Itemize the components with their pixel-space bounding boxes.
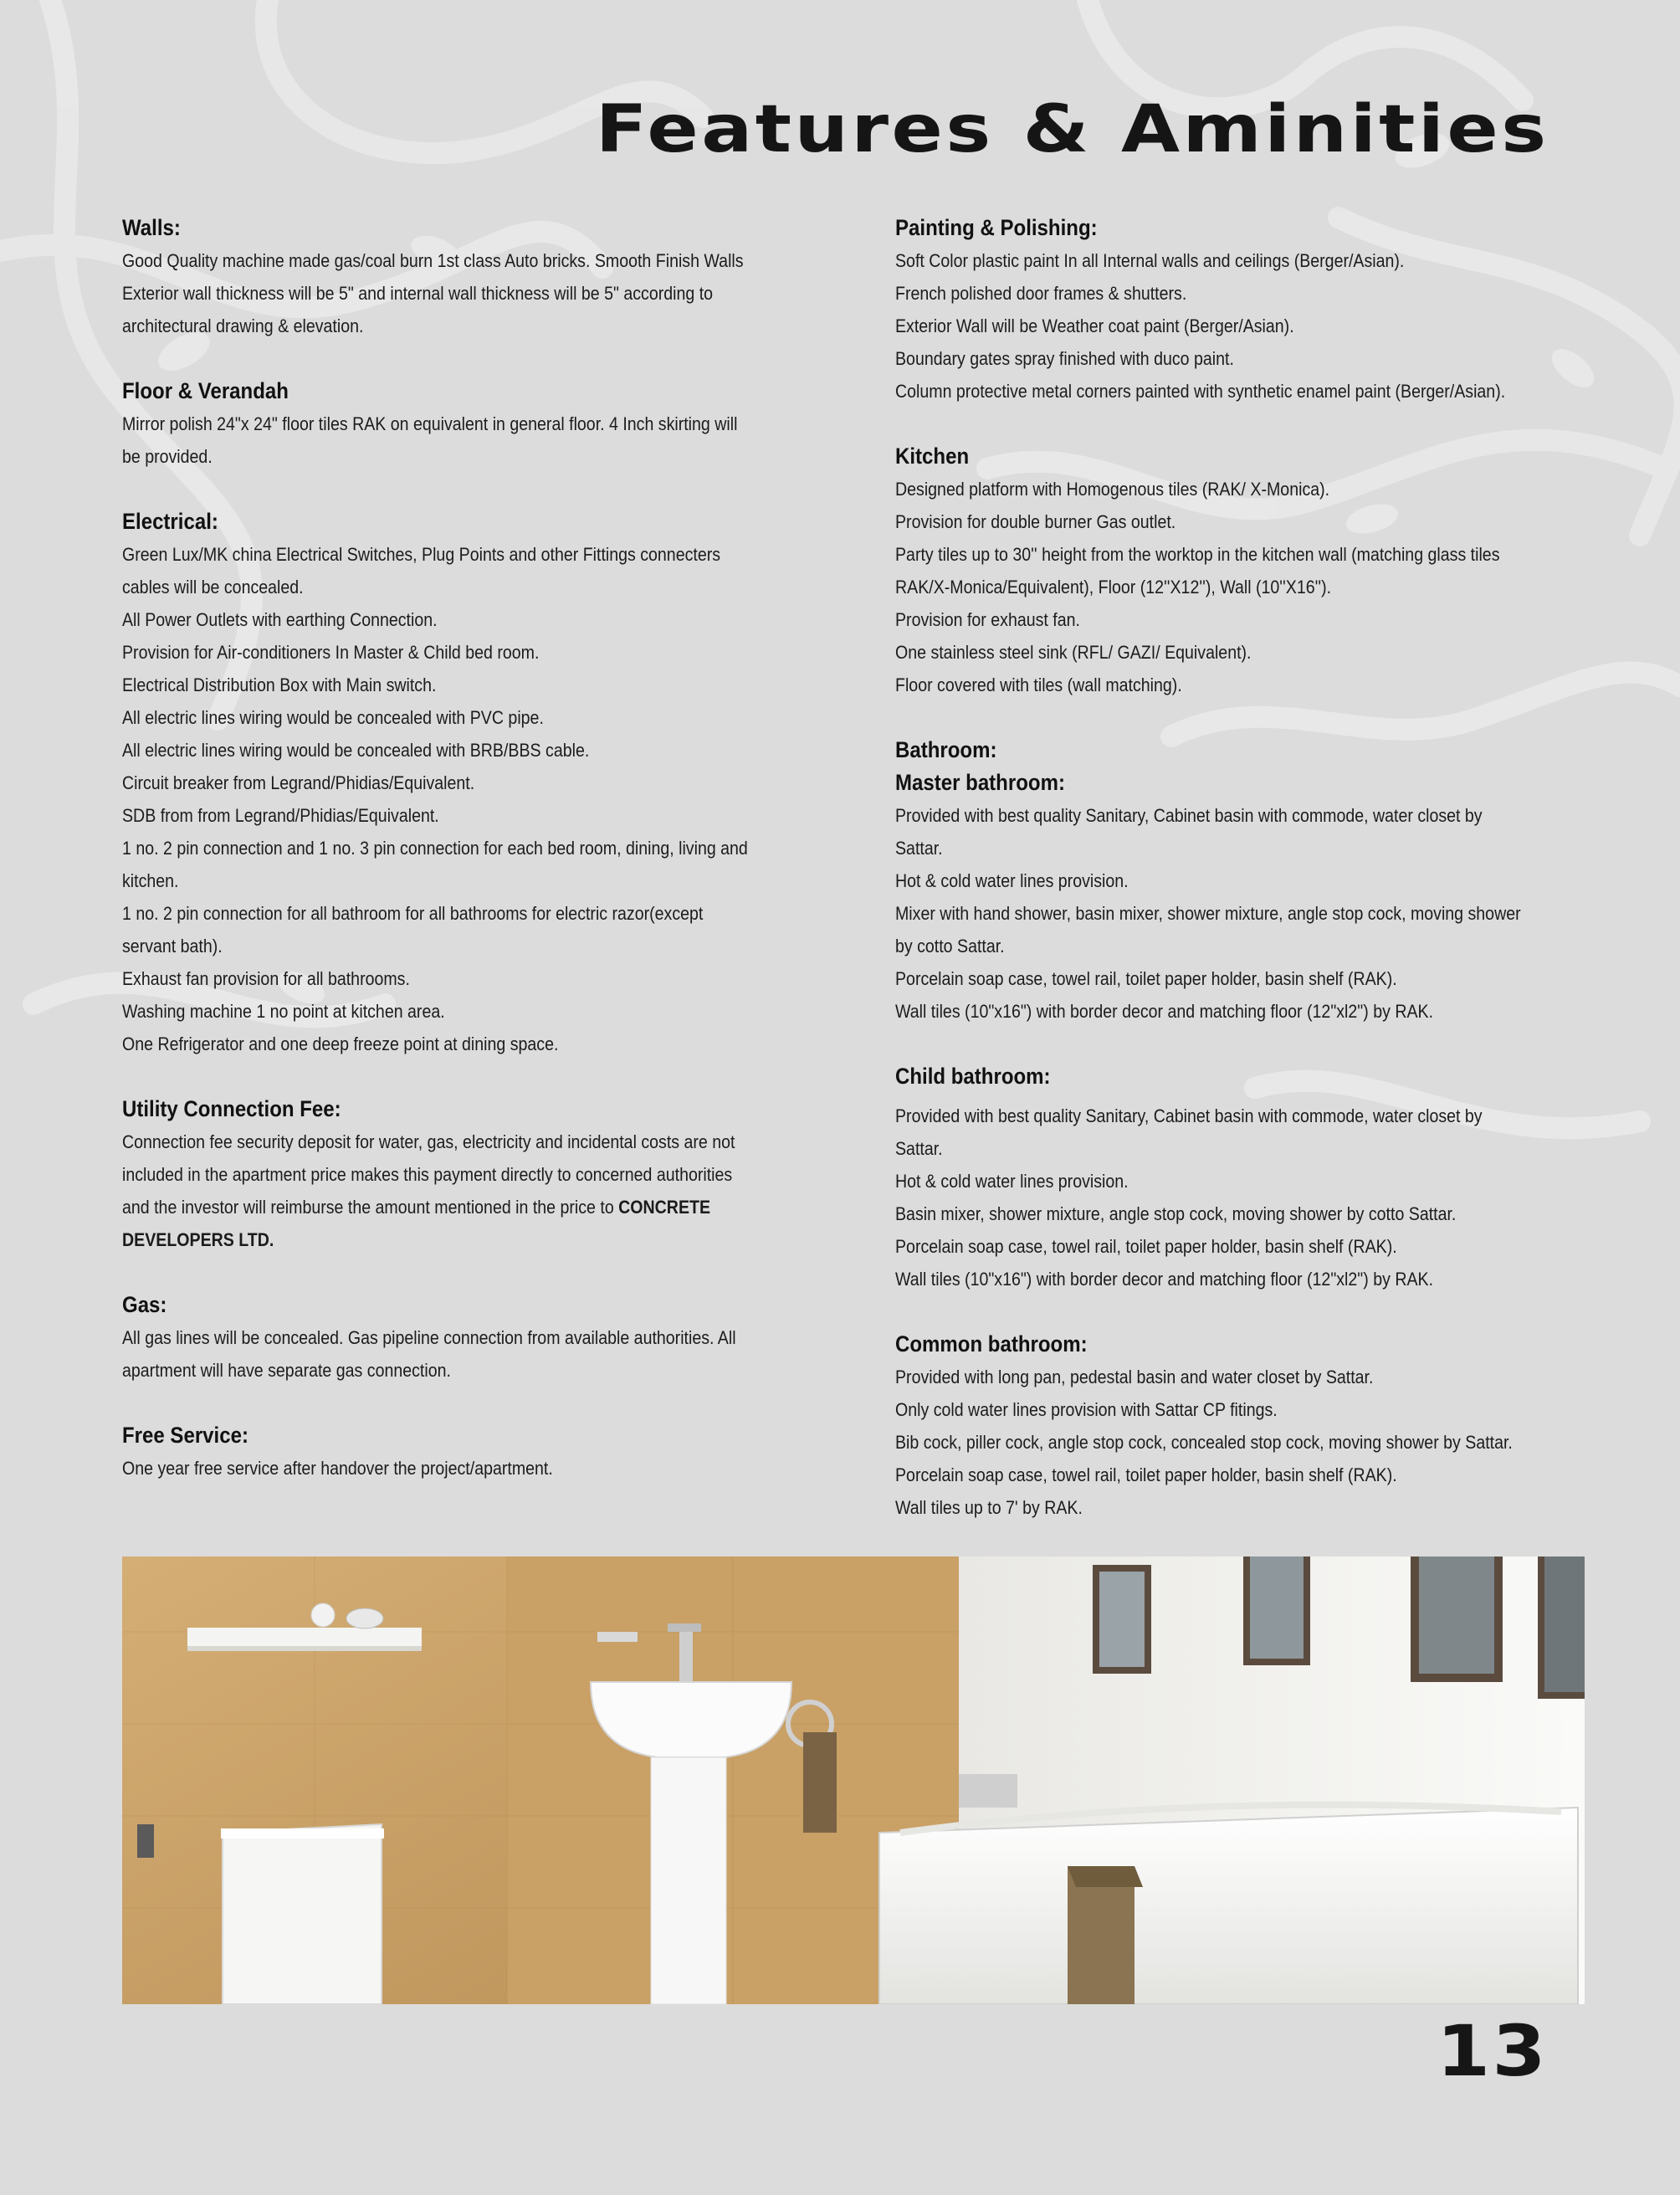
section-bathroom	[895, 734, 1680, 1028]
subsection-heading-child: Child bathroom:	[895, 1064, 1051, 1089]
section-heading: Kitchen	[895, 444, 970, 469]
hanging-towel	[803, 1732, 837, 1833]
text-line: Provision for Air-conditioners In Master & Child bed room.	[122, 642, 540, 663]
text-line: Good Quality machine made gas/coal burn 1st class Auto bricks. Smooth Finish Walls	[122, 250, 744, 271]
section-heading: Bathroom:	[895, 737, 997, 762]
text-line: Porcelain soap case, towel rail, toilet paper holder, basin shelf (RAK).	[895, 1236, 1397, 1257]
section-heading: Free Service:	[122, 1423, 248, 1448]
section-gas	[122, 1289, 938, 1387]
text-line: Porcelain soap case, towel rail, toilet paper holder, basin shelf (RAK).	[895, 1464, 1397, 1485]
text-line: Exterior wall thickness will be 5" and internal wall thickness will be 5" according to	[122, 283, 714, 304]
section-child-bathroom	[895, 1060, 1680, 1295]
text-line: be provided.	[122, 446, 213, 467]
page-title: Features & Aminities	[596, 92, 1549, 167]
text-line: architectural drawing & elevation.	[122, 315, 364, 336]
text-line: Only cold water lines provision with Sattar CP fitings.	[895, 1399, 1278, 1420]
toilet	[223, 1824, 382, 2004]
text-line: 1 no. 2 pin connection for all bathroom for all bathrooms for electric razor(except	[122, 903, 704, 924]
section-utility-connection-fee	[122, 1093, 938, 1256]
left-column	[122, 212, 938, 1517]
bath-mixer	[959, 1774, 1017, 1808]
bathroom-photo	[122, 1557, 1585, 2004]
text-line: French polished door frames & shutters.	[895, 283, 1187, 304]
text-line: Hot & cold water lines provision.	[895, 870, 1129, 891]
section-walls	[122, 212, 938, 342]
text-line: Basin mixer, shower mixture, angle stop cock, moving shower by cotto Sattar.	[895, 1203, 1457, 1224]
section-heading: Painting & Polishing:	[895, 215, 1098, 240]
text-line: All electric lines wiring would be concealed with PVC pipe.	[122, 707, 544, 728]
text-line: Exhaust fan provision for all bathrooms.	[122, 968, 410, 989]
subsection-heading-master: Master bathroom:	[895, 770, 1065, 795]
text-line: Washing machine 1 no point at kitchen area.	[122, 1001, 445, 1022]
text-line: Hot & cold water lines provision.	[895, 1171, 1129, 1192]
section-heading: Walls:	[122, 215, 181, 240]
text-line: Provided with best quality Sanitary, Cabinet basin with commode, water closet by	[895, 805, 1483, 826]
text-line: All gas lines will be concealed. Gas pipeline connection from available authorities. All	[122, 1327, 736, 1348]
text-line: All electric lines wiring would be concealed with BRB/BBS cable.	[122, 740, 590, 761]
text-line: Designed platform with Homogenous tiles (RAK/ X-Monica).	[895, 479, 1330, 500]
text-line: 1 no. 2 pin connection and 1 no. 3 pin connection for each bed room, dining, living and	[122, 838, 748, 859]
bathroom-illustration	[122, 1557, 1585, 2004]
text-line: Wall tiles up to 7' by RAK.	[895, 1497, 1083, 1518]
basin	[591, 1682, 791, 1757]
basin-faucet	[679, 1623, 693, 1682]
text-line: Electrical Distribution Box with Main switch.	[122, 674, 437, 695]
text-line: Green Lux/MK china Electrical Switches, Plug Points and other Fittings connecters	[122, 544, 721, 565]
text-line: by cotto Sattar.	[895, 936, 1005, 956]
text-line: included in the apartment price makes this payment directly to concerned authorities	[122, 1164, 733, 1185]
text-line: Wall tiles (10"x16") with border decor and matching floor (12"xl2") by RAK.	[895, 1269, 1434, 1290]
text-line: cables will be concealed.	[122, 577, 304, 597]
section-heading: Electrical:	[122, 509, 218, 534]
paper-holder	[137, 1824, 154, 1858]
company-name-continued: DEVELOPERS LTD.	[122, 1229, 274, 1250]
section-floor	[122, 375, 938, 473]
text-line: Boundary gates spray finished with duco paint.	[895, 348, 1234, 369]
text-line: One Refrigerator and one deep freeze point at dining space.	[122, 1033, 559, 1054]
subsection-heading-common: Common bathroom:	[895, 1331, 1088, 1356]
section-electrical	[122, 505, 938, 1060]
text-line-with-company	[122, 1191, 938, 1223]
text-line: Porcelain soap case, towel rail, toilet paper holder, basin shelf (RAK).	[895, 968, 1397, 989]
right-column	[895, 212, 1680, 1557]
section-common-bathroom	[895, 1328, 1680, 1524]
text-line: Provided with long pan, pedestal basin and water closet by Sattar.	[895, 1367, 1374, 1387]
section-painting-polishing	[895, 212, 1680, 408]
section-kitchen	[895, 440, 1680, 701]
section-heading: Gas:	[122, 1292, 167, 1317]
text-line: One year free service after handover the project/apartment.	[122, 1458, 553, 1479]
text-line: Sattar.	[895, 1138, 943, 1159]
text-line: One stainless steel sink (RFL/ GAZI/ Equivalent).	[895, 642, 1252, 663]
text-line: SDB from from Legrand/Phidias/Equivalent.	[122, 805, 439, 826]
bathtub	[879, 1808, 1578, 2004]
text-line: Provision for double burner Gas outlet.	[895, 511, 1176, 532]
text-line: RAK/X-Monica/Equivalent), Floor (12''X12''), Wall (10''X16'').	[895, 577, 1332, 597]
text-line: Provision for exhaust fan.	[895, 609, 1080, 630]
text-line: Bib cock, piller cock, angle stop cock, concealed stop cock, moving shower by Sattar.	[895, 1432, 1513, 1453]
text-line: apartment will have separate gas connection.	[122, 1360, 451, 1381]
text-line: Soft Color plastic paint In all Internal walls and ceilings (Berger/Asian).	[895, 250, 1405, 271]
text-line: Mixer with hand shower, basin mixer, shower mixture, angle stop cock, moving shower	[895, 903, 1521, 924]
text-line: Mirror polish 24"x 24" floor tiles RAK on equivalent in general floor. 4 Inch skirting will	[122, 413, 738, 434]
text-line: Exterior Wall will be Weather coat paint (Berger/Asian).	[895, 315, 1294, 336]
text-line: Party tiles up to 30'' height from the worktop in the kitchen wall (matching glass tiles	[895, 544, 1500, 565]
section-heading: Floor & Verandah	[122, 378, 289, 403]
basin-pedestal	[651, 1757, 726, 2004]
text-line: Floor covered with tiles (wall matching).	[895, 674, 1182, 695]
text-line: servant bath).	[122, 936, 223, 956]
text-line: All Power Outlets with earthing Connection.	[122, 609, 438, 630]
section-heading: Utility Connection Fee:	[122, 1096, 341, 1121]
company-name: CONCRETE	[618, 1197, 711, 1218]
text-line: kitchen.	[122, 870, 179, 891]
text-line: Provided with best quality Sanitary, Cabinet basin with commode, water closet by	[895, 1105, 1483, 1126]
text-line: Connection fee security deposit for water, gas, electricity and incidental costs are not	[122, 1131, 735, 1152]
text-line: Sattar.	[895, 838, 943, 859]
section-free-service	[122, 1419, 938, 1485]
wall-shelf	[187, 1628, 422, 1646]
text-fragment: and the investor will reimburse the amount mentioned in the price to	[122, 1197, 619, 1218]
text-line: Circuit breaker from Legrand/Phidias/Equivalent.	[122, 772, 475, 793]
text-line: Wall tiles (10"x16") with border decor and matching floor (12"xl2") by RAK.	[895, 1001, 1434, 1022]
soap-holder	[597, 1632, 638, 1642]
text-line: Column protective metal corners painted with synthetic enamel paint (Berger/Asian).	[895, 381, 1506, 402]
spacer	[895, 1093, 1680, 1100]
page-number: 13	[1437, 2010, 1548, 2092]
